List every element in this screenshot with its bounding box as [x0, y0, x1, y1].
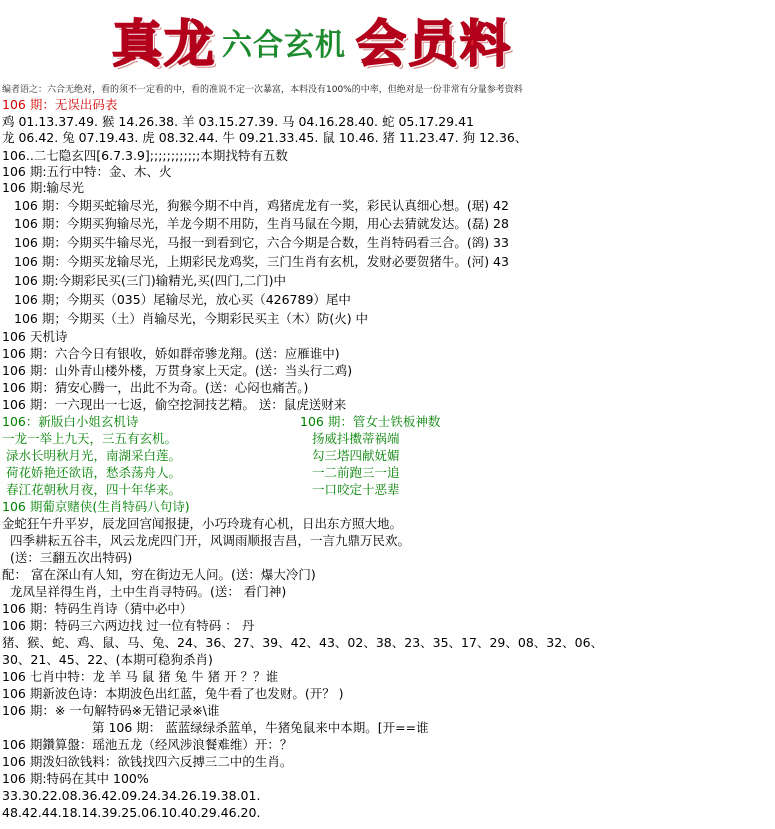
text-line: 106 期：今期买牛输尽光，马报一到看到它，六合今期是合数，生肖特码看三合。(鹆) 33	[14, 235, 509, 250]
poem-heading-right: 106 期：管女士铁板神数	[300, 414, 441, 429]
text-line: 106 七肖中特：龙 羊 马 鼠 猪 兔 牛 猪 开 ？？谁	[2, 669, 279, 684]
text-line: 106 天机诗	[2, 329, 68, 344]
banner-title-right: 会员料	[356, 14, 512, 73]
poem-line-right: 扬威抖擞蒂祸端	[312, 431, 400, 446]
text-line: 龙 06.42. 兔 07.19.43. 虎 08.32.44. 牛 09.21.33.45. 鼠 10.46. 猪 11.23.47. 狗 12.36、	[2, 130, 528, 145]
text-line: 106 期：今期买蛇输尽光，狗猴今期不中肖，鸡猪虎龙有一奖，彩民认真细心想。(琚) 42	[14, 198, 509, 213]
text-line: 106 期新波色诗：本期波色出红蓝，兔牛看了也发财。(开？ )	[2, 686, 344, 701]
number-line: 33.30.22.08.36.42.09.24.34.26.19.38.01.	[2, 788, 261, 803]
text-line: (送：三翻五次出特码)	[10, 550, 133, 565]
poem-line-right: 一口咬定十恶辈	[312, 482, 400, 497]
poem-line-left: 一龙一举上九天，三五有玄机。	[2, 431, 178, 446]
poem-heading: 106 期葡京赌侠(生肖特码八句诗)	[2, 499, 190, 514]
text-line: 106 期泼妇欲钱料：欲钱找四六反搏三二中的生肖。	[2, 754, 293, 769]
text-line: 四季耕耘五谷丰，风云龙虎四门开，风调雨顺报吉昌，一言九鼎万民欢。	[10, 533, 411, 548]
disclaimer: 编者语之：六合无绝对，看的须不一定看的中，看的准说不定一次暴富，本料没有100%的中率，但绝对是一份非常有分量参考资料	[2, 85, 523, 95]
text-line: 106 期：今期买狗输尽光，羊龙今期不用防，生肖马鼠在今期，用心去猜就发达。(磊) 28	[14, 216, 509, 231]
poem-line-right: 勾三塔四献妩媚	[312, 448, 400, 463]
text-line: 106 期：※ 一句解特码※无错记录※\谁	[2, 703, 220, 718]
text-line: 配： 富在深山有人知，穷在街边无人问。(送：爆大冷门)	[2, 567, 316, 582]
text-line: 猪、猴、蛇、鸡、鼠、马、兔、24、36、27、39、42、43、02、38、23、35、17、29、08、32、06、	[2, 635, 604, 650]
text-line: 106 期：六合今日有银收，娇如群帝骖龙翔。(送：应雁谁中)	[2, 346, 340, 361]
text-line: 106 期：特码三六两边找 过一位有特码 ： 丹	[2, 618, 255, 633]
banner-title-middle: 六合玄机	[222, 28, 346, 63]
text-line: 106 期；今期买（035）尾输尽光，放心买（426789）尾中	[14, 292, 351, 307]
text-line: 106 期:五行中特：金、木、火	[2, 164, 172, 179]
header-banner	[0, 0, 775, 72]
text-line: 龙凤呈祥得生肖，土中生肖寻特码。(送： 看门神)	[10, 584, 287, 599]
poem-line-left: 荷花娇艳还欲语，愁杀荡舟人。	[6, 465, 182, 480]
text-line: 106 期：特码生肖诗（猜中必中）	[2, 601, 193, 616]
text-line: 106 期；今期买（土）肖输尽光，今期彩民买主（木）防(火) 中	[14, 311, 369, 326]
banner-title-left: 真龙	[112, 14, 216, 73]
text-line: 鸡 01.13.37.49. 猴 14.26.38. 羊 03.15.27.39. 马 04.16.28.40. 蛇 05.17.29.41	[2, 114, 474, 129]
poem-heading-left: 106：新版白小姐玄机诗	[2, 414, 139, 429]
text-line: 30、21、45、22、(本期可稳狗杀肖)	[2, 652, 213, 667]
text-line: 106 期:今期彩民买(三门)输精光,买(四门,二门)中	[14, 273, 286, 288]
text-line: 106 期:输尽光	[2, 180, 85, 195]
number-line: 48.42.44.18.14.39.25.06.10.40.29.46.20.	[2, 805, 261, 820]
text-line: 106 期：今期买龙输尽光，上期彩民龙鸡奖，三门生肖有玄机，发财必要贺猪牛。(河) 43	[14, 254, 509, 269]
text-line: 106 期：一六现出一七返，偷空挖洞技艺精。 送：鼠虎送财来	[2, 397, 347, 412]
text-line: 106 期：山外青山楼外楼，万贯身家上天定。(送：当头行二鸡)	[2, 363, 353, 378]
poem-line-left: 春江花朝秋月夜，四十年华来。	[6, 482, 182, 497]
text-line: 金蛇狂午升平岁，辰龙回宫闻报捷，小巧玲珑有心机，日出东方照大地。	[2, 516, 403, 531]
text-line: 106 期鑽算盤：瑶池五龙（经风涉浪餐难维）开：？	[2, 737, 293, 752]
section-heading: 106 期：无误出码表	[2, 97, 118, 112]
text-line: 106 期：猜安心腾一，出此不为奇。(送：心闷也痛苦。)	[2, 380, 309, 395]
poem-line-left: 渌水长明秋月光，南湖采白莲。	[6, 448, 182, 463]
poem-line-right: 一二前跑三一追	[312, 465, 400, 480]
text-line: 第 106 期： 蓝蓝绿绿杀蓝单，牛猪兔鼠来中本期。[开==谁	[92, 720, 429, 735]
text-line: 106 期:特码在其中 100%	[2, 771, 149, 786]
text-line: 106..二七隐玄四[6.7.3.9];;;;;;;;;;;;本期找特有五数	[2, 148, 288, 163]
